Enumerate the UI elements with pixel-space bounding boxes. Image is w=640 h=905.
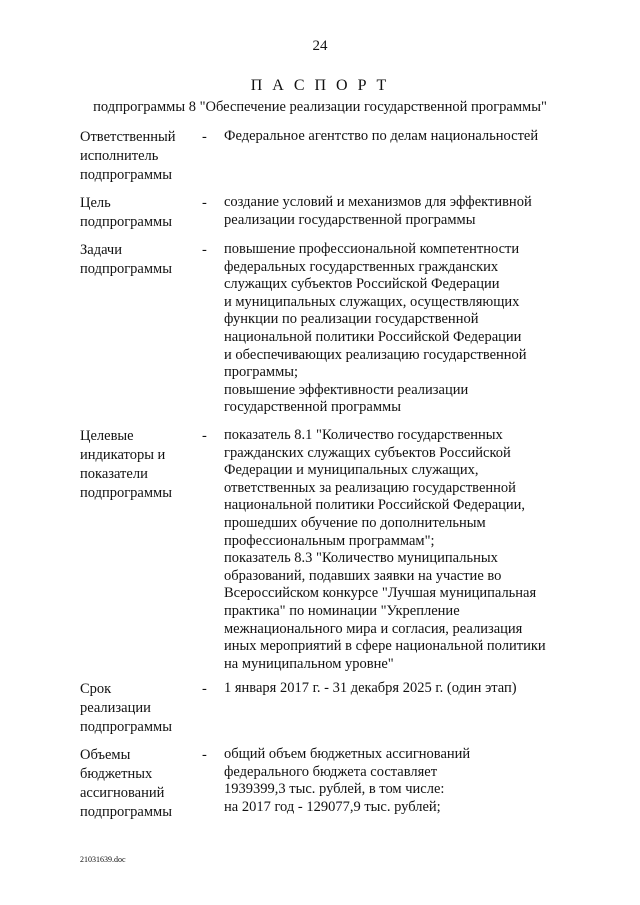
row-value: создание условий и механизмов для эффективной реализации государственной программы — [224, 194, 532, 228]
row-dash: - — [202, 129, 207, 145]
row-dash: - — [202, 242, 207, 258]
row-value: повышение профессиональной компетентности федеральных государственных гражданских служащих субъектов Российской Федерации и муниципальных служащих, осуществляющих функции по реализации государственной национальной политики Российской Федерации и обеспечивающих реализацию государственной программы; повышение эффективности реализации государственной программы — [224, 241, 527, 416]
row-label: Объемы бюджетных ассигнований подпрограммы — [80, 747, 172, 820]
row-dash: - — [202, 195, 207, 211]
row-label: Задачи подпрограммы — [80, 242, 172, 277]
document-subtitle: подпрограммы 8 "Обеспечение реализации государственной программы" — [93, 99, 547, 115]
row-dash: - — [202, 428, 207, 444]
row-value: общий объем бюджетных ассигнований федерального бюджета составляет 1939399,3 тыс. рублей, в том числе: на 2017 год - 129077,9 тыс. рублей; — [224, 746, 471, 815]
row-label: Целевые индикаторы и показатели подпрограммы — [80, 428, 172, 501]
row-dash: - — [202, 747, 207, 763]
row-dash: - — [202, 681, 207, 697]
row-value: Федеральное агентство по делам национальностей — [224, 128, 539, 144]
row-label: Срок реализации подпрограммы — [80, 681, 172, 735]
row-value: 1 января 2017 г. - 31 декабря 2025 г. (один этап) — [224, 680, 517, 696]
document-title: П А С П О Р Т — [250, 77, 390, 94]
row-value: показатель 8.1 "Количество государственных гражданских служащих субъектов Российской Федерации и муниципальных служащих, ответственных за реализацию государственной национальной политики Российской Федерации, прошедших обучение по дополнительным профессиональным программам"; показатель 8.3 "Количество муниципальных образований, подавших заявки на участие во Всероссийском конкурсе "Лучшая муниципальная практика" по номинации "Укрепление межнационального мира и согласия, реализация иных мероприятий в сфере национальной политики на муниципальном уровне" — [224, 427, 546, 672]
file-name: 21031639.doc — [80, 855, 126, 864]
page-number: 24 — [312, 38, 328, 54]
row-label: Ответственный исполнитель подпрограммы — [80, 129, 176, 183]
row-label: Цель подпрограммы — [80, 195, 172, 230]
